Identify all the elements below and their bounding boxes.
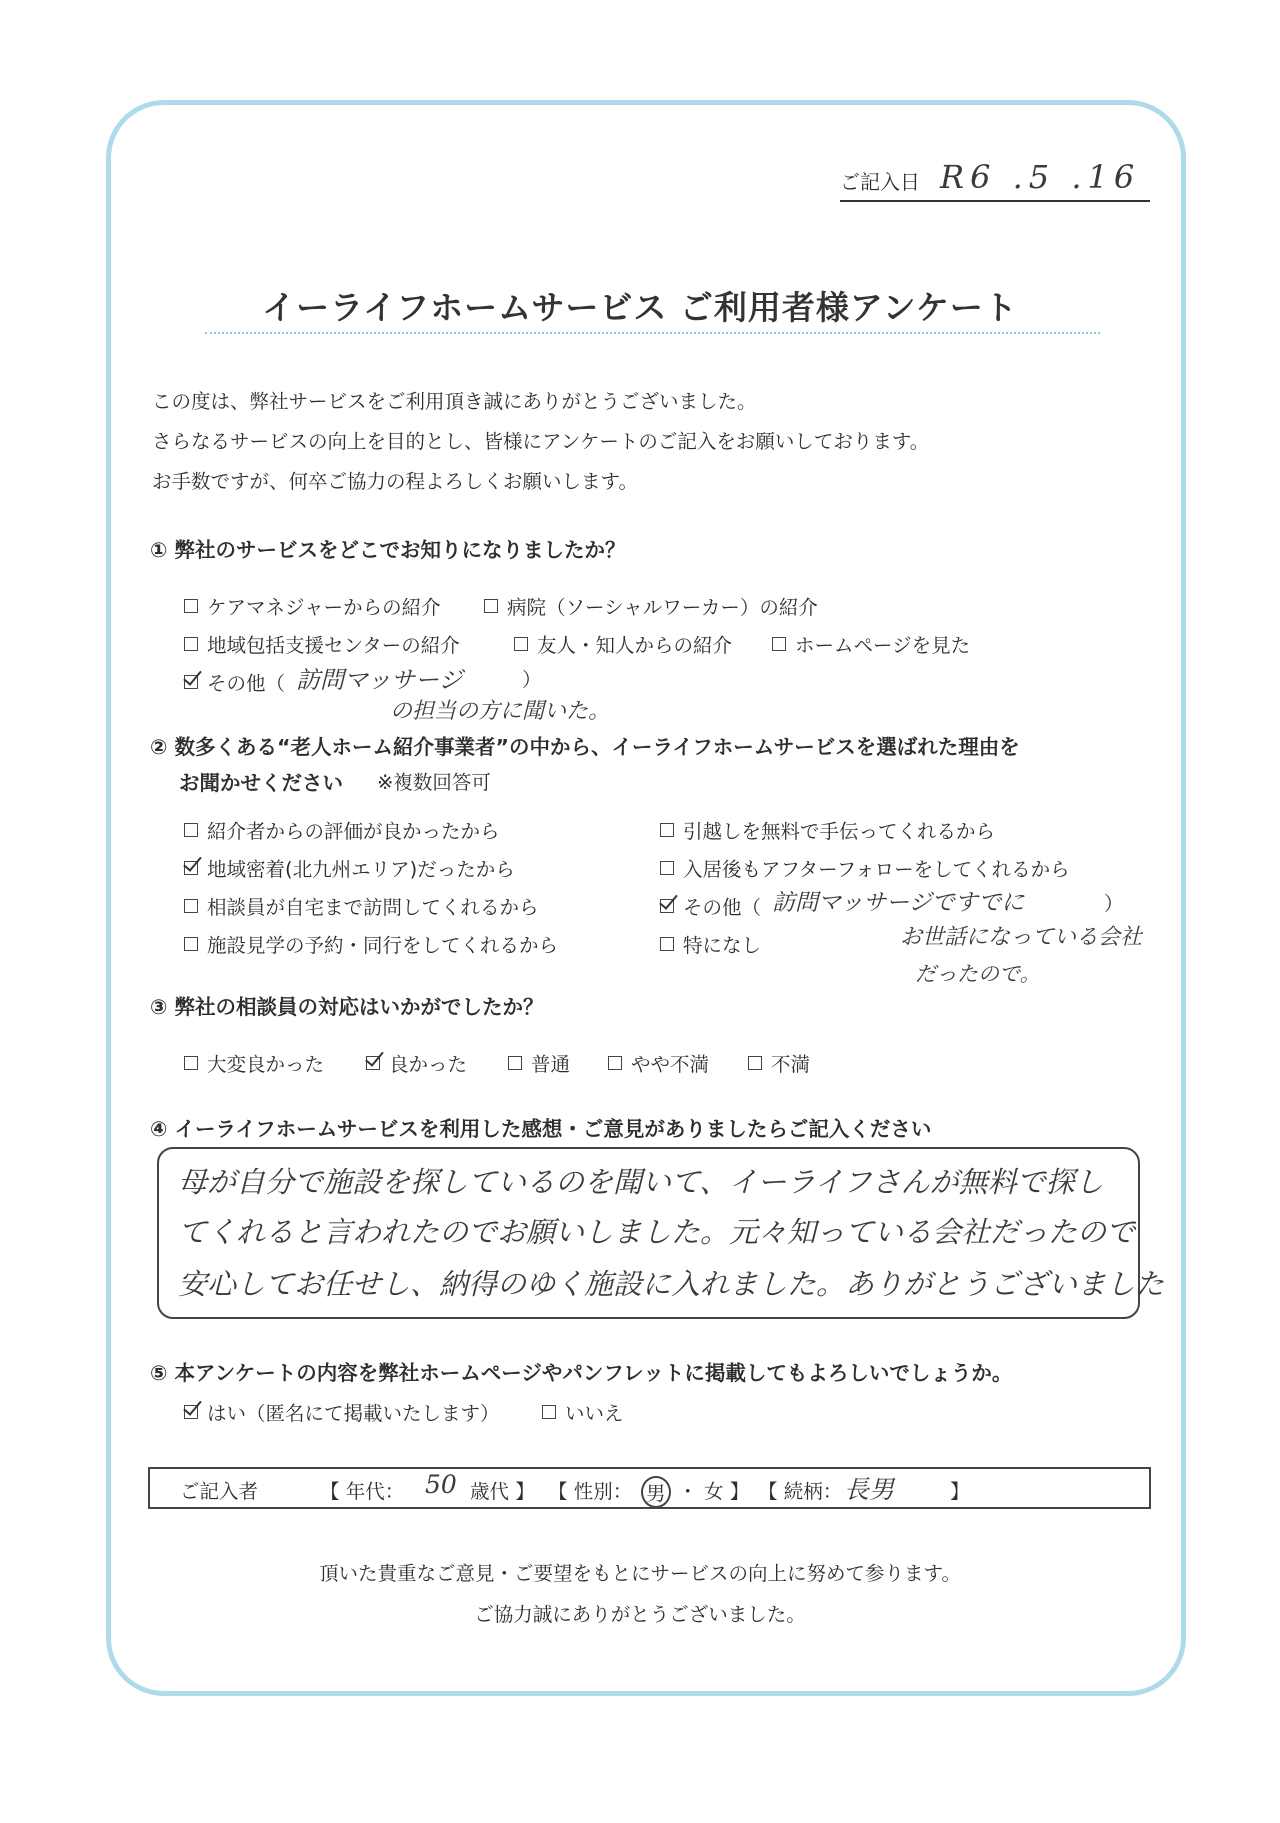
checkbox[interactable] [748, 1056, 762, 1070]
q1-option-friend[interactable]: 友人・知人からの紹介 [514, 630, 732, 658]
relation-label: 【 続柄： [758, 1480, 843, 1503]
sex-separator: ・ [678, 1480, 698, 1503]
checkbox[interactable] [184, 1405, 198, 1419]
checkbox[interactable] [184, 861, 198, 875]
q2-option-other[interactable]: その他（ [660, 892, 761, 920]
question-3-title: ③ 弊社の相談員の対応はいかがでしたか？ [150, 995, 544, 1019]
checkbox[interactable] [484, 599, 498, 613]
q3-option-slightly-unsatisfied[interactable]: やや不満 [608, 1049, 709, 1077]
q1-other-text-2: の担当の方に聞いた。 [390, 699, 611, 724]
comment-line-2: てくれると言われたのでお願いしました。元々知っている会社だったので [178, 1215, 1136, 1249]
checkbox[interactable] [366, 1056, 380, 1070]
q2-option-local[interactable]: 地域密着(北九州エリア)だったから [184, 854, 515, 882]
checkbox[interactable] [184, 1056, 198, 1070]
entry-date [840, 158, 1150, 202]
q2-option-home-visit[interactable]: 相談員が自宅まで訪問してくれるから [184, 892, 539, 920]
sex-male-selected: 男 [641, 1476, 671, 1508]
q1-option-homepage[interactable]: ホームページを見た [772, 630, 970, 658]
question-2-title-line-1: ② 数多くある“老人ホーム紹介事業者”の中から、イーライフホームサービスを選ばれた理由を [150, 735, 1020, 759]
q3-option-unsatisfied[interactable]: 不満 [748, 1049, 810, 1077]
q2-other-close: ） [1104, 892, 1124, 915]
q2-option-after-follow[interactable]: 入居後もアフターフォローをしてくれるから [660, 854, 1070, 882]
checkbox[interactable] [542, 1405, 556, 1419]
checkbox[interactable] [660, 861, 674, 875]
question-5-title: ⑤ 本アンケートの内容を弊社ホームページやパンフレットに掲載してもよろしいでしょうか。 [150, 1361, 1013, 1385]
intro-line-2: さらなるサービスの向上を目的とし、皆様にアンケートのご記入をお願いしております。 [152, 430, 930, 453]
relation-close: 】 [950, 1480, 970, 1503]
footer-line-2: ご協力誠にありがとうございました。 [474, 1603, 806, 1626]
q2-other-text-3: だったので。 [915, 962, 1041, 986]
q2-other-text-1: 訪問マッサージですでに [772, 890, 1025, 916]
intro-line-1: この度は、弊社サービスをご利用頂き誠にありがとうございました。 [152, 390, 757, 413]
age-label: 【 年代： [320, 1480, 405, 1503]
checkbox[interactable] [184, 899, 198, 913]
q2-option-tour[interactable]: 施設見学の予約・同行をしてくれるから [184, 930, 558, 958]
age-suffix: 歳代 】 [470, 1480, 535, 1503]
q1-option-hospital[interactable]: 病院（ソーシャルワーカー）の紹介 [484, 592, 818, 620]
footer-line-1: 頂いた貴重なご意見・ご要望をもとにサービスの向上に努めて参ります。 [319, 1562, 961, 1585]
checkbox[interactable] [184, 637, 198, 651]
q5-option-yes[interactable]: はい（匿名にて掲載いたします） [184, 1398, 500, 1426]
q3-option-normal[interactable]: 普通 [508, 1049, 570, 1077]
entry-date-label: ご記入日 [840, 170, 920, 194]
question-1-title: ① 弊社のサービスをどこでお知りになりましたか？ [150, 538, 626, 562]
question-2-note: ※複数回答可 [377, 771, 491, 794]
comment-line-1: 母が自分で施設を探しているのを聞いて、イーライフさんが無料で探し [178, 1165, 1104, 1199]
checkbox[interactable] [608, 1056, 622, 1070]
checkbox[interactable] [184, 823, 198, 837]
checkbox[interactable] [660, 899, 674, 913]
q3-option-good[interactable]: 良かった [366, 1049, 467, 1077]
checkbox[interactable] [514, 637, 528, 651]
q2-other-text-2: お世話になっている会社 [900, 925, 1143, 950]
checkbox[interactable] [660, 823, 674, 837]
checkbox[interactable] [772, 637, 786, 651]
question-2-title-line-2: お聞かせください [179, 771, 343, 795]
q1-option-care-manager[interactable]: ケアマネジャーからの紹介 [184, 592, 441, 620]
checkbox[interactable] [508, 1056, 522, 1070]
q1-option-other[interactable]: その他（ [184, 668, 285, 696]
comment-line-3: 安心してお任せし、納得のゆく施設に入れました。ありがとうございました [178, 1267, 1165, 1301]
q1-option-community-center[interactable]: 地域包括支援センターの紹介 [184, 630, 460, 658]
title-divider [205, 332, 1100, 334]
q2-option-reputation[interactable]: 紹介者からの評価が良かったから [184, 816, 500, 844]
question-4-title: ④ イーライフホームサービスを利用した感想・ご意見がありましたらご記入ください [150, 1117, 932, 1141]
page-title: イーライフホームサービス ご利用者様アンケート [262, 288, 1018, 327]
relation-value: 長男 [844, 1475, 895, 1504]
q2-option-none[interactable]: 特になし [660, 930, 761, 958]
checkbox[interactable] [184, 599, 198, 613]
q5-option-no[interactable]: いいえ [542, 1398, 624, 1426]
respondent-label: ご記入者 [180, 1480, 259, 1503]
checkbox[interactable] [184, 675, 198, 689]
q1-other-close: ） [522, 668, 542, 691]
age-value: 50 [425, 1470, 457, 1499]
entry-date-value: R6 .5 .16 [940, 158, 1141, 196]
intro-line-3: お手数ですが、何卒ご協力の程よろしくお願いします。 [152, 470, 638, 493]
q2-option-moving[interactable]: 引越しを無料で手伝ってくれるから [660, 816, 995, 844]
checkbox[interactable] [660, 937, 674, 951]
q3-option-very-good[interactable]: 大変良かった [184, 1049, 324, 1077]
checkbox[interactable] [184, 937, 198, 951]
q1-other-text-1: 訪問マッサージ [296, 666, 463, 694]
sex-female: 女 】 [704, 1480, 750, 1503]
sex-label: 【 性別： [548, 1480, 633, 1503]
